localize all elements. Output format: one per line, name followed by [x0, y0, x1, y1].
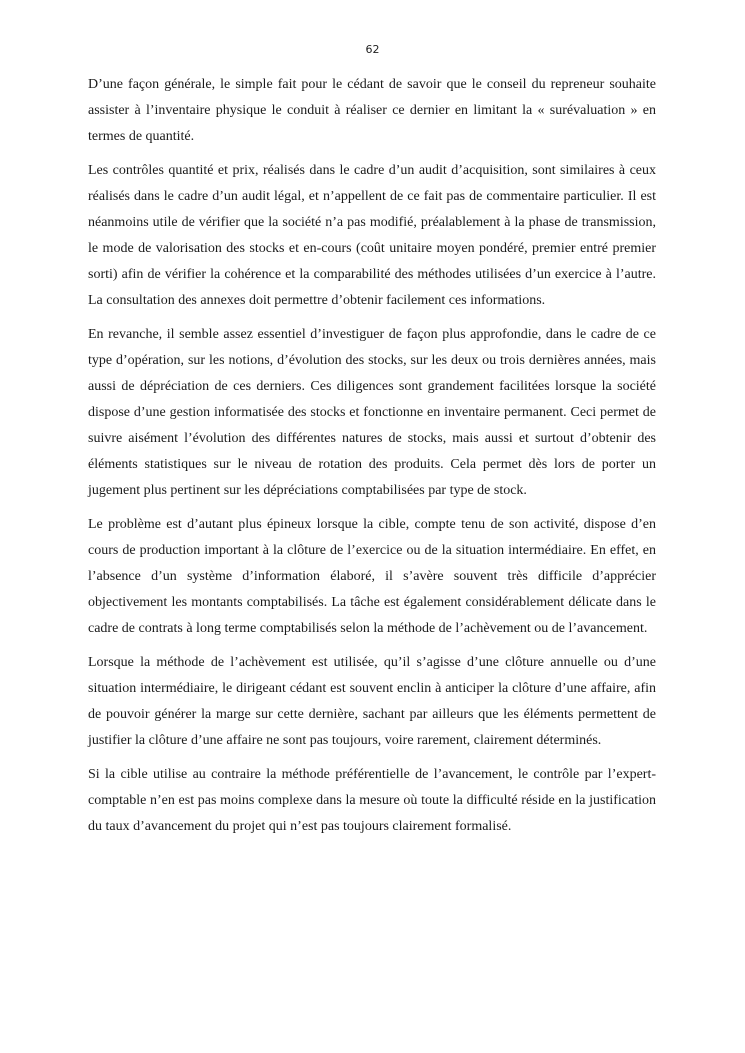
paragraph: D’une façon générale, le simple fait pour le cédant de savoir que le conseil du repreneur souhaite assister à l’inventaire physique le conduit à réaliser ce dernier en limitant la « surévaluation » en termes de quantité.: [88, 77, 656, 144]
paragraph: Lorsque la méthode de l’achèvement est utilisée, qu’il s’agisse d’une clôture annuelle ou d’une situation intermédiaire, le dirigeant cédant est souvent enclin à anticiper la clôture d’une affaire, afin de pouvoir générer la marge sur cette dernière, sachant par ailleurs que les éléments permettent de justifier la clôture d’une affaire ne sont pas toujours, voire rarement, clairement déterminés.: [88, 655, 656, 748]
paragraph: Les contrôles quantité et prix, réalisés dans le cadre d’un audit d’acquisition, sont similaires à ceux réalisés dans le cadre d’un audit légal, et n’appellent de ce fait pas de commentaire particulier. Il est néanmoins utile de vérifier que la société n’a pas modifié, préalablement à la phase de transmission, le mode de valorisation des stocks et en-cours (coût unitaire moyen pondéré, premier entré premier sorti) afin de vérifier la cohérence et la comparabilité des méthodes utilisées d’un exercice à l’autre. La consultation des annexes doit permettre d’obtenir facilement ces informations.: [88, 163, 656, 308]
paragraph: En revanche, il semble assez essentiel d’investiguer de façon plus approfondie, dans le cadre de ce type d’opération, sur les notions, d’évolution des stocks, sur les deux ou trois dernières années, mais aussi de dépréciation de ces derniers. Ces diligences sont grandement facilitées lorsque la société dispose d’une gestion informatisée des stocks et fonctionne en inventaire permanent. Ceci permet de suivre aisément l’évolution des différentes natures de stocks, mais aussi et surtout d’obtenir des éléments statistiques sur le niveau de rotation des produits. Cela permet dès lors de porter un jugement plus pertinent sur les dépréciations comptabilisées par type de stock.: [88, 327, 656, 498]
paragraph: Le problème est d’autant plus épineux lorsque la cible, compte tenu de son activité, dispose d’en cours de production important à la clôture de l’exercice ou de la situation intermédiaire. En effet, en l’absence d’un système d’information élaboré, il s’avère souvent très difficile d’apprécier objectivement les montants comptabilisés. La tâche est également considérablement délicate dans le cadre de contrats à long terme comptabilisés selon la méthode de l’achèvement ou de l’avancement.: [88, 517, 656, 636]
body-text: [88, 72, 656, 848]
page-number: 62: [365, 43, 380, 56]
paragraph: Si la cible utilise au contraire la méthode préférentielle de l’avancement, le contrôle par l’expert-comptable n’en est pas moins complexe dans la mesure où toute la difficulté réside en la justification du taux d’avancement du projet qui n’est pas toujours clairement formalisé.: [88, 767, 656, 834]
